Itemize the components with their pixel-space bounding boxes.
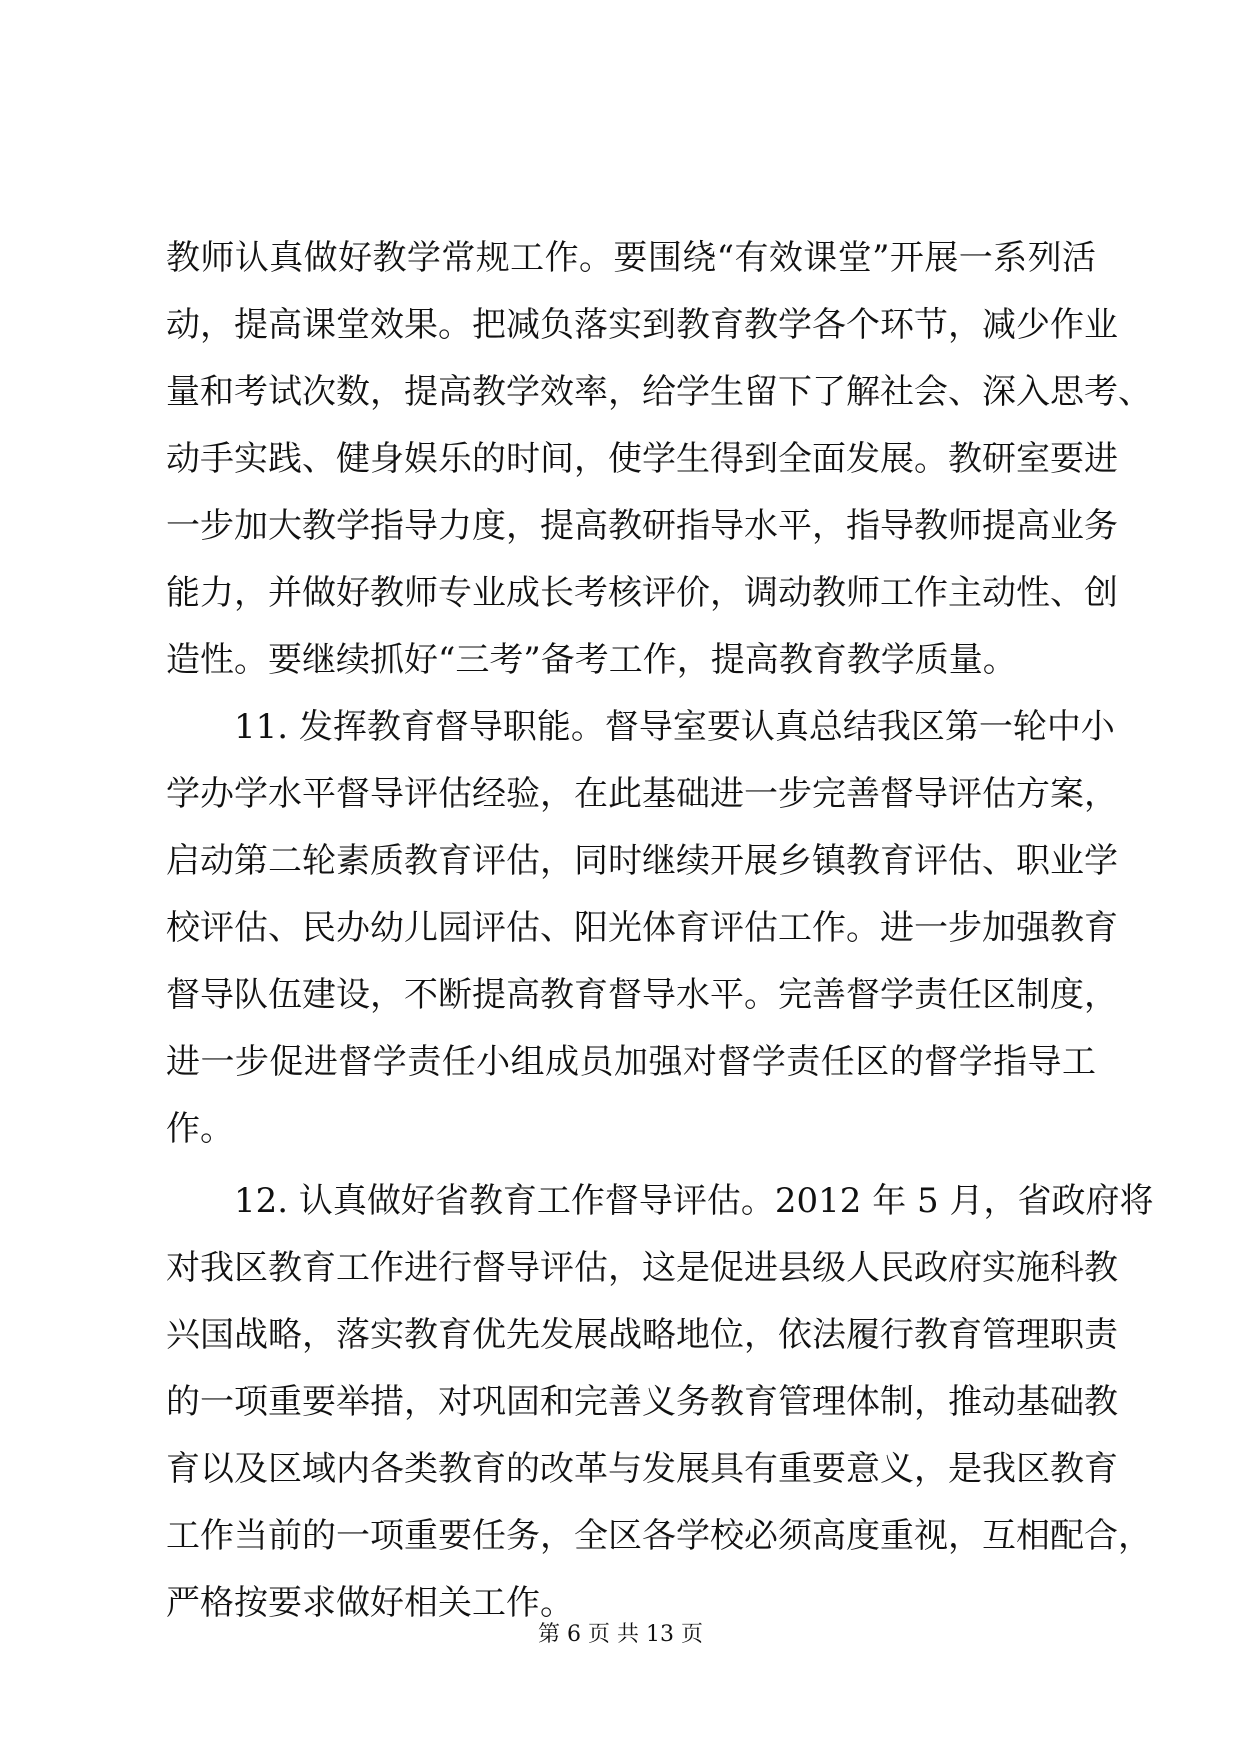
text-line: 工作当前的一项重要任务，全区各学校必须高度重视，互相配合， (166, 1516, 1152, 1556)
text-line: 的一项重要举措，对巩固和完善义务教育管理体制，推动基础教 (166, 1382, 1118, 1422)
text-line: 启动第二轮素质教育评估，同时继续开展乡镇教育评估、职业学 (166, 841, 1118, 881)
text-line: 动，提高课堂效果。把减负落实到教育教学各个环节，减少作业 (166, 305, 1118, 345)
text-line: 学办学水平督导评估经验，在此基础进一步完善督导评估方案， (166, 774, 1118, 814)
text-line: 一步加大教学指导力度，提高教研指导水平，指导教师提高业务 (166, 506, 1118, 546)
text-line: 对我区教育工作进行督导评估，这是促进县级人民政府实施科教 (166, 1248, 1118, 1288)
text-line: 作。 (166, 1109, 234, 1149)
text-line: 校评估、民办幼儿园评估、阳光体育评估工作。进一步加强教育 (166, 908, 1118, 948)
text-line: 造性。要继续抓好“三考”备考工作，提高教育教学质量。 (166, 640, 1017, 680)
text-line: 育以及区域内各类教育的改革与发展具有重要意义，是我区教育 (166, 1449, 1118, 1489)
text-line: 能力，并做好教师专业成长考核评价，调动教师工作主动性、创 (166, 573, 1118, 613)
text-line: 督导队伍建设，不断提高教育督导水平。完善督学责任区制度， (166, 975, 1118, 1015)
text-line: 严格按要求做好相关工作。 (166, 1583, 574, 1623)
text-line: 动手实践、健身娱乐的时间，使学生得到全面发展。教研室要进 (166, 439, 1118, 479)
page-number-footer: 第 6 页 共 13 页 (538, 1622, 703, 1647)
text-line: 量和考试次数，提高教学效率，给学生留下了解社会、深入思考、 (166, 372, 1152, 412)
paragraph-11-heading-line: 11. 发挥教育督导职能。督导室要认真总结我区第一轮中小 (234, 707, 1115, 747)
text-line: 教师认真做好教学常规工作。要围绕“有效课堂”开展一系列活 (166, 238, 1096, 278)
paragraph-12-heading-line: 12. 认真做好省教育工作督导评估。2012 年 5 月，省政府将 (234, 1181, 1154, 1221)
text-line: 兴国战略，落实教育优先发展战略地位，依法履行教育管理职责 (166, 1315, 1118, 1355)
text-line: 进一步促进督学责任小组成员加强对督学责任区的督学指导工 (166, 1042, 1096, 1082)
